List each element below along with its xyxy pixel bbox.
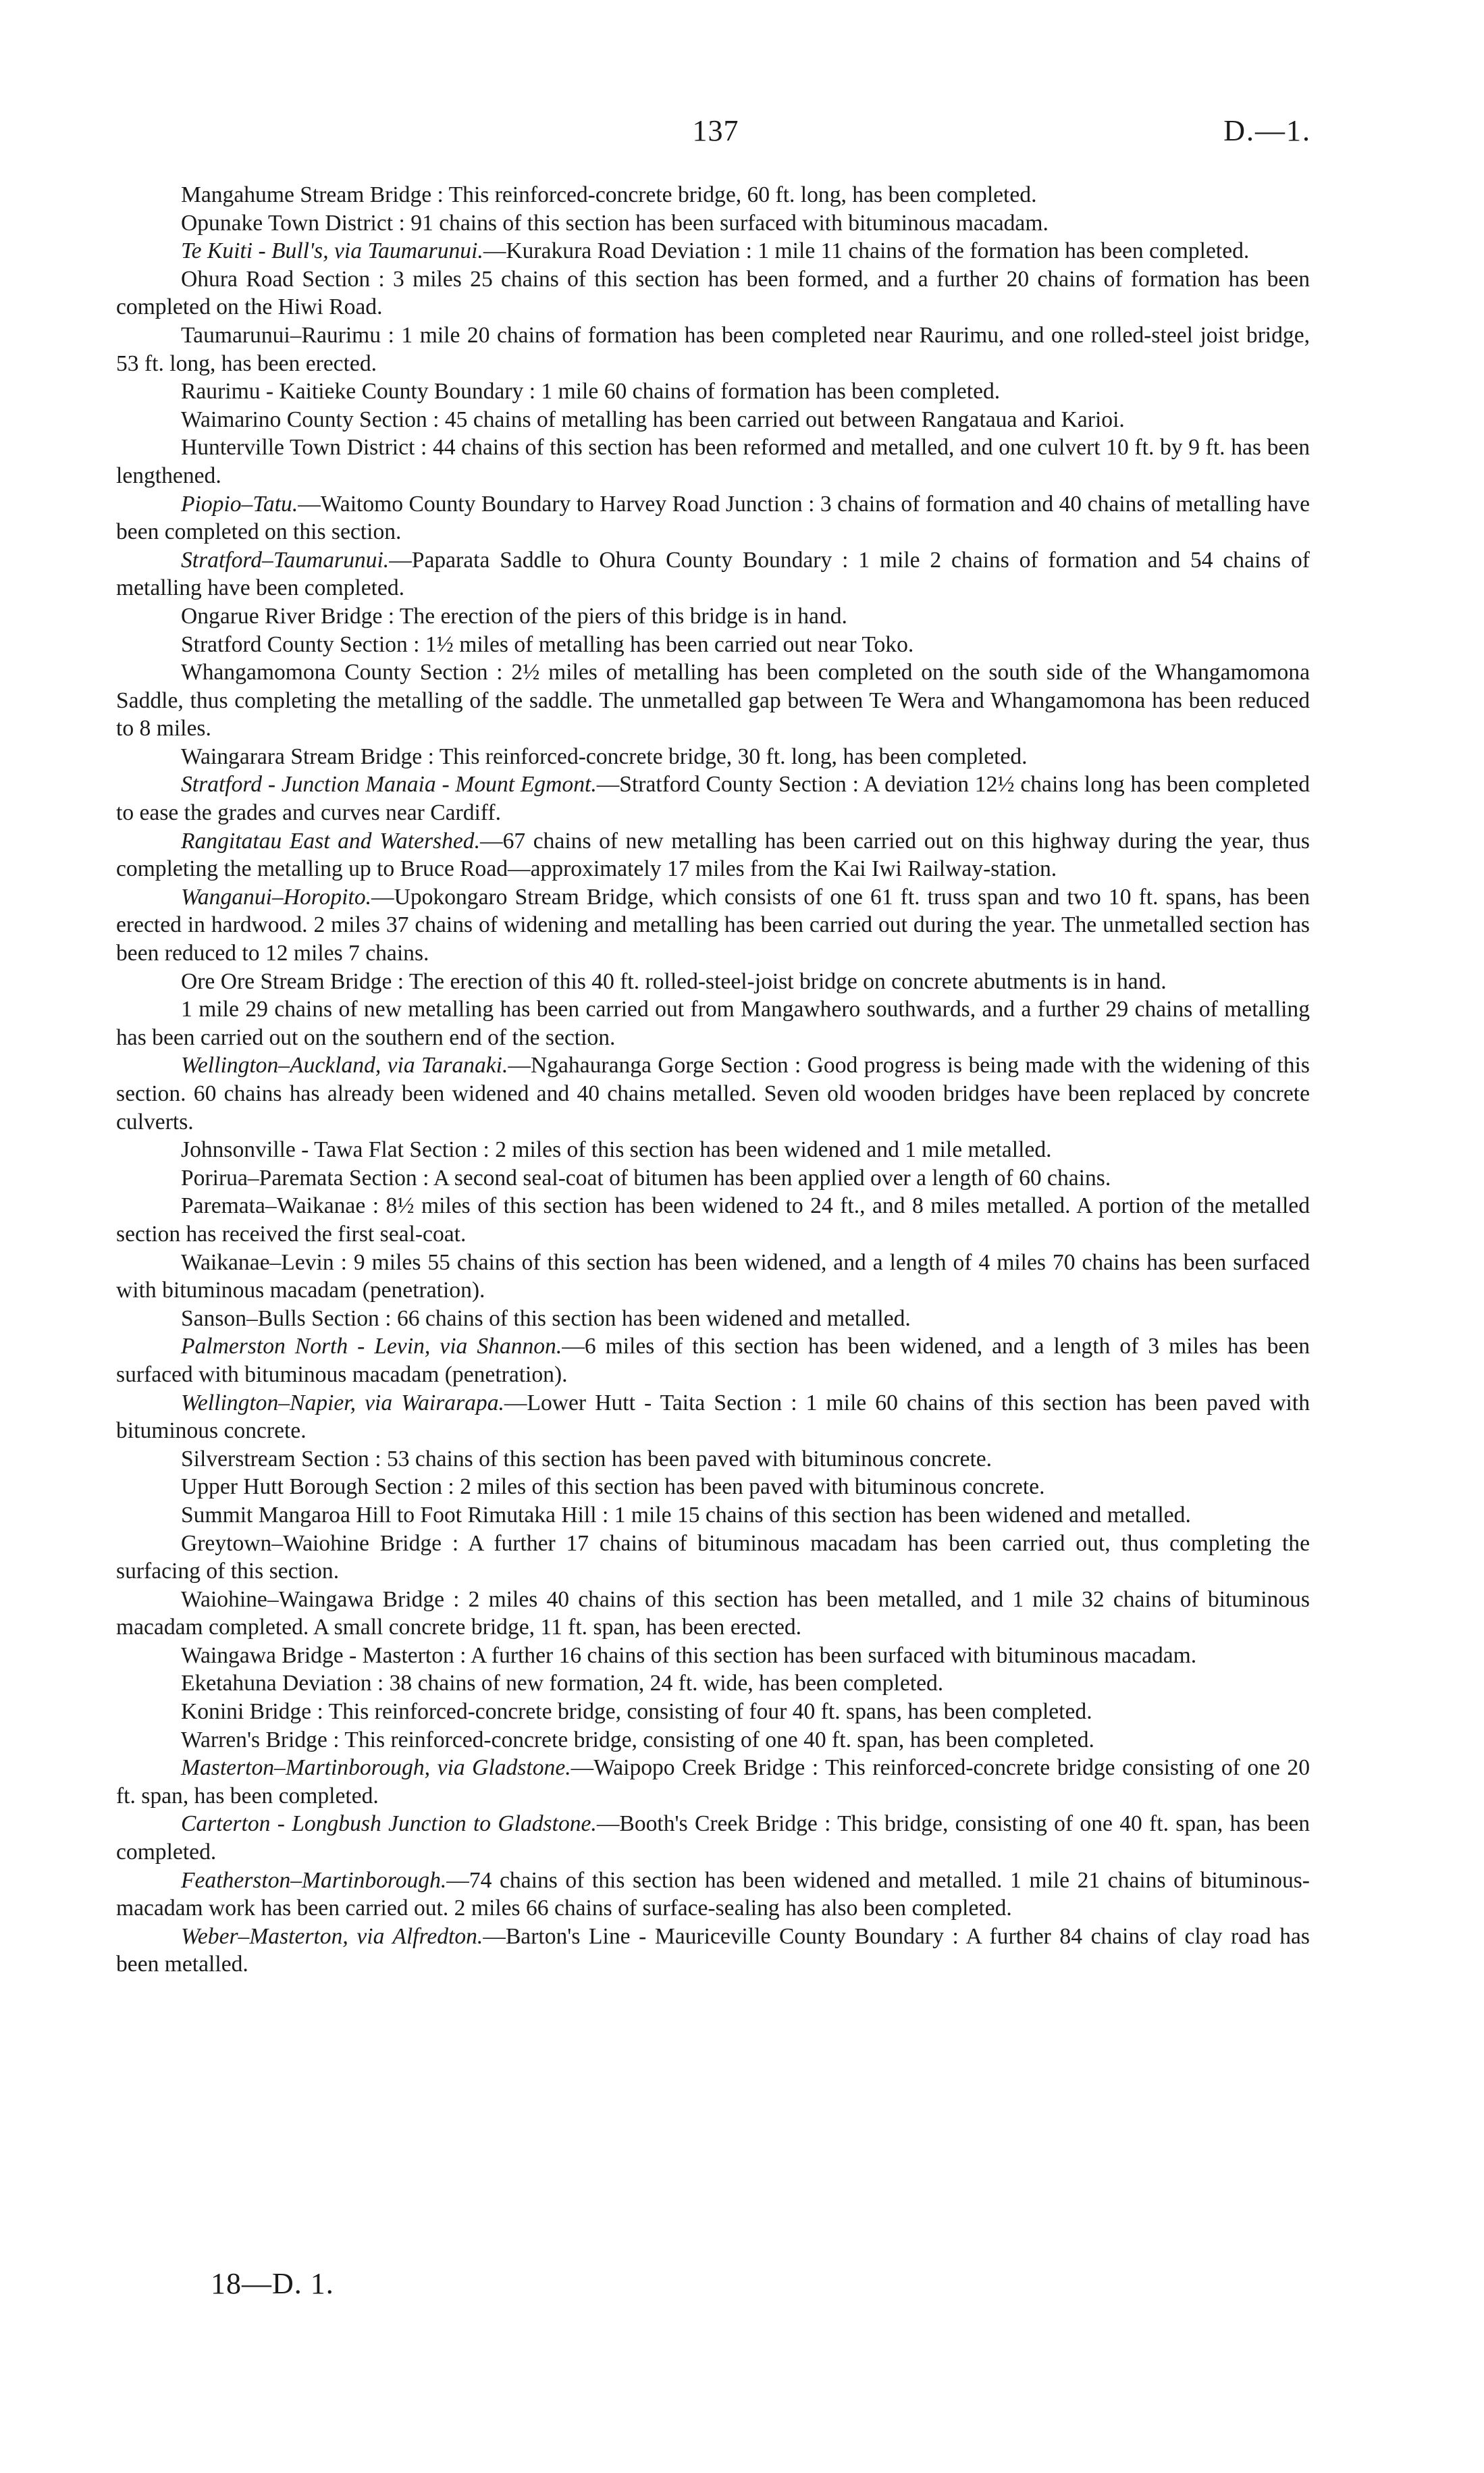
highway-heading: Stratford - Junction Manaia - Mount Egmont. [181, 772, 597, 798]
paragraph [116, 1051, 1310, 1136]
paragraph-text: —Ngahauranga Gorge Section : Good progress is being made with the widening of this section. 60 chains has already been widened and 40 chains metalled. Seven old wooden bridges have been replaced by concrete culverts. [116, 1053, 1310, 1135]
paragraph [116, 1445, 1310, 1474]
page-number: 137 [692, 114, 739, 147]
paragraph-text: Greytown–Waiohine Bridge : A further 17 chains of bituminous macadam has been carried out, thus completing the surfacing of this section. [116, 1530, 1310, 1584]
paragraph-text: Ohura Road Section : 3 miles 25 chains of this section has been formed, and a further 20 chains of formation has been completed on the Hiwi Road. [116, 266, 1310, 320]
paragraph-text: Waingawa Bridge - Masterton : A further 16 chains of this section has been surfaced with bituminous macadam. [181, 1642, 1197, 1668]
highway-heading: Masterton–Martinborough, via Gladstone. [181, 1755, 571, 1781]
printer-signature: 18—D. 1. [211, 2267, 334, 2300]
paragraph-text: Ongarue River Bridge : The erection of the piers of this bridge is in hand. [181, 603, 847, 629]
paragraph [116, 827, 1310, 883]
paragraph-text: Waiohine–Waingawa Bridge : 2 miles 40 chains of this section has been metalled, and 1 mile 32 chains of bituminous macadam completed. A small concrete bridge, 11 ft. span, has been erected. [116, 1586, 1310, 1640]
paragraph-text: —74 chains of this section has been widened and metalled. 1 mile 21 chains of bituminous-macadam work has been carried out. 2 miles 66 chains of surface-sealing has also been completed. [116, 1867, 1310, 1921]
paragraph-text: —67 chains of new metalling has been carried out on this highway during the year, thus completing the metalling up to Bruce Road—approximately 17 miles from the Kai Iwi Railway-station. [116, 828, 1310, 882]
highway-heading: Piopio–Tatu. [181, 491, 298, 517]
paragraph-text: Johnsonville - Tawa Flat Section : 2 miles of this section has been widened and 1 mile metalled. [181, 1137, 1052, 1163]
paragraph [116, 1332, 1310, 1388]
paragraph-text: Ore Ore Stream Bridge : The erection of this 40 ft. rolled-steel-joist bridge on concrete abutments is in hand. [181, 968, 1167, 994]
paragraph [116, 1473, 1310, 1501]
paragraph-text: —Booth's Creek Bridge : This bridge, consisting of one 40 ft. span, has been completed. [116, 1811, 1310, 1865]
paragraph [116, 406, 1310, 434]
paragraph [116, 1923, 1310, 1979]
paragraph [116, 743, 1310, 771]
paragraph-text: Opunake Town District : 91 chains of this section has been surfaced with bituminous macadam. [181, 210, 1049, 236]
paragraph-text: Silverstream Section : 53 chains of this section has been paved with bituminous concrete. [181, 1446, 992, 1472]
paragraph [116, 1586, 1310, 1642]
paragraph-text: Porirua–Paremata Section : A second seal-coat of bitumen has been applied over a length of 60 chains. [181, 1165, 1111, 1191]
paragraph-text: Konini Bridge : This reinforced-concrete bridge, consisting of four 40 ft. spans, has been completed. [181, 1699, 1092, 1725]
paragraph [116, 378, 1310, 406]
highway-heading: Wellington–Auckland, via Taranaki. [181, 1053, 508, 1078]
highway-heading: Featherston–Martinborough. [181, 1867, 447, 1893]
paragraph-text: —Waipopo Creek Bridge : This reinforced-concrete bridge consisting of one 20 ft. span, has been completed. [116, 1755, 1310, 1808]
paragraph-text: Taumarunui–Raurimu : 1 mile 20 chains of formation has been completed near Raurimu, and one rolled-steel joist bridge, 53 ft. long, has been erected. [116, 322, 1310, 376]
paragraph [116, 1642, 1310, 1670]
paragraph [116, 1669, 1310, 1698]
paragraph-text: —Lower Hutt - Taita Section : 1 mile 60 chains of this section has been paved with bituminous concrete. [116, 1390, 1310, 1444]
document-code: D.—1. [1223, 114, 1311, 147]
paragraph-text: Paremata–Waikanae : 8½ miles of this section has been widened to 24 ft., and 8 miles metalled. A portion of the metalled section has received the first seal-coat. [116, 1193, 1310, 1247]
highway-heading: Rangitatau East and Watershed. [181, 828, 480, 854]
paragraph-text: —Paparata Saddle to Ohura County Boundary : 1 mile 2 chains of formation and 54 chains of metalling have been completed. [116, 547, 1310, 601]
paragraph [116, 490, 1310, 546]
paragraph [116, 1867, 1310, 1923]
paragraph-text: —Stratford County Section : A deviation 12½ chains long has been completed to ease the grades and curves near Cardiff. [116, 772, 1310, 826]
paragraph [116, 1305, 1310, 1333]
paragraph [116, 995, 1310, 1051]
paragraph [116, 771, 1310, 827]
highway-heading: Palmerston North - Levin, via Shannon. [181, 1334, 562, 1359]
report-body [116, 181, 1310, 1979]
paragraph [116, 631, 1310, 659]
paragraph-text: Warren's Bridge : This reinforced-concrete bridge, consisting of one 40 ft. span, has been completed. [181, 1727, 1094, 1752]
paragraph [116, 1501, 1310, 1530]
paragraph-text: Stratford County Section : 1½ miles of metalling has been carried out near Toko. [181, 631, 914, 657]
paragraph [116, 968, 1310, 996]
paragraph [116, 602, 1310, 631]
paragraph [116, 1389, 1310, 1445]
paragraph [116, 1530, 1310, 1586]
paragraph-text: —Waitomo County Boundary to Harvey Road Junction : 3 chains of formation and 40 chains of metalling have been completed on this section. [116, 491, 1310, 545]
paragraph [116, 209, 1310, 238]
paragraph [116, 181, 1310, 209]
paragraph-text: Sanson–Bulls Section : 66 chains of this section has been widened and metalled. [181, 1305, 911, 1331]
paragraph [116, 265, 1310, 321]
highway-heading: Stratford–Taumarunui. [181, 547, 390, 573]
paragraph [116, 237, 1310, 265]
highway-heading: Carterton - Longbush Junction to Gladstone. [181, 1811, 597, 1837]
paragraph-text: Upper Hutt Borough Section : 2 miles of this section has been paved with bituminous concrete. [181, 1474, 1045, 1500]
paragraph [116, 1726, 1310, 1754]
paragraph-text: Mangahume Stream Bridge : This reinforced-concrete bridge, 60 ft. long, has been completed. [181, 182, 1037, 207]
paragraph [116, 1192, 1310, 1248]
paragraph [116, 1810, 1310, 1866]
paragraph [116, 883, 1310, 968]
paragraph-text: Eketahuna Deviation : 38 chains of new formation, 24 ft. wide, has been completed. [181, 1671, 944, 1696]
paragraph-text: —Kurakura Road Deviation : 1 mile 11 chains of the formation has been completed. [483, 238, 1250, 264]
paragraph-text: Waimarino County Section : 45 chains of metalling has been carried out between Rangataua and Karioi. [181, 407, 1125, 432]
paragraph-text: Waingarara Stream Bridge : This reinforced-concrete bridge, 30 ft. long, has been completed. [181, 744, 1028, 769]
paragraph [116, 1136, 1310, 1164]
paragraph-text: —Barton's Line - Mauriceville County Boundary : A further 84 chains of clay road has been metalled. [116, 1923, 1310, 1977]
paragraph-text: —Upokongaro Stream Bridge, which consists of one 61 ft. truss span and two 10 ft. spans, has been erected in hardwood. 2 miles 37 chains of widening and metalling has been carried out during the year. The unmetalled section has been reduced to 12 miles 7 chains. [116, 884, 1310, 966]
paragraph [116, 1164, 1310, 1193]
paragraph [116, 658, 1310, 743]
paragraph [116, 546, 1310, 602]
highway-heading: Wellington–Napier, via Wairarapa. [181, 1390, 504, 1415]
paragraph-text: —6 miles of this section has been widened, and a length of 3 miles has been surfaced with bituminous macadam (penetration). [116, 1334, 1310, 1387]
highway-heading: Te Kuiti - Bull's, via Taumarunui. [181, 238, 483, 264]
paragraph-text: Raurimu - Kaitieke County Boundary : 1 mile 60 chains of formation has been completed. [181, 379, 1001, 405]
highway-heading: Weber–Masterton, via Alfredton. [181, 1923, 483, 1949]
paragraph-text: Summit Mangaroa Hill to Foot Rimutaka Hill : 1 mile 15 chains of this section has been widened and metalled. [181, 1502, 1191, 1528]
paragraph [116, 1698, 1310, 1726]
paragraph [116, 1249, 1310, 1305]
paragraph-text: Whangamomona County Section : 2½ miles of metalling has been completed on the south side of the Whangamomona Saddle, thus completing the metalling of the saddle. The unmetalled gap between Te Wera and Whangamomona has been reduced to 8 miles. [116, 660, 1310, 741]
paragraph-text: Hunterville Town District : 44 chains of this section has been reformed and metalled, and one culvert 10 ft. by 9 ft. has been lengthened. [116, 435, 1310, 488]
highway-heading: Wanganui–Horopito. [181, 884, 372, 910]
paragraph-text: Waikanae–Levin : 9 miles 55 chains of this section has been widened, and a length of 4 miles 70 chains has been surfaced with bituminous macadam (penetration). [116, 1249, 1310, 1303]
paragraph [116, 1754, 1310, 1810]
paragraph [116, 434, 1310, 490]
paragraph-text: 1 mile 29 chains of new metalling has been carried out from Mangawhero southwards, and a further 29 chains of metalling has been carried out on the southern end of the section. [116, 997, 1310, 1050]
paragraph [116, 321, 1310, 378]
